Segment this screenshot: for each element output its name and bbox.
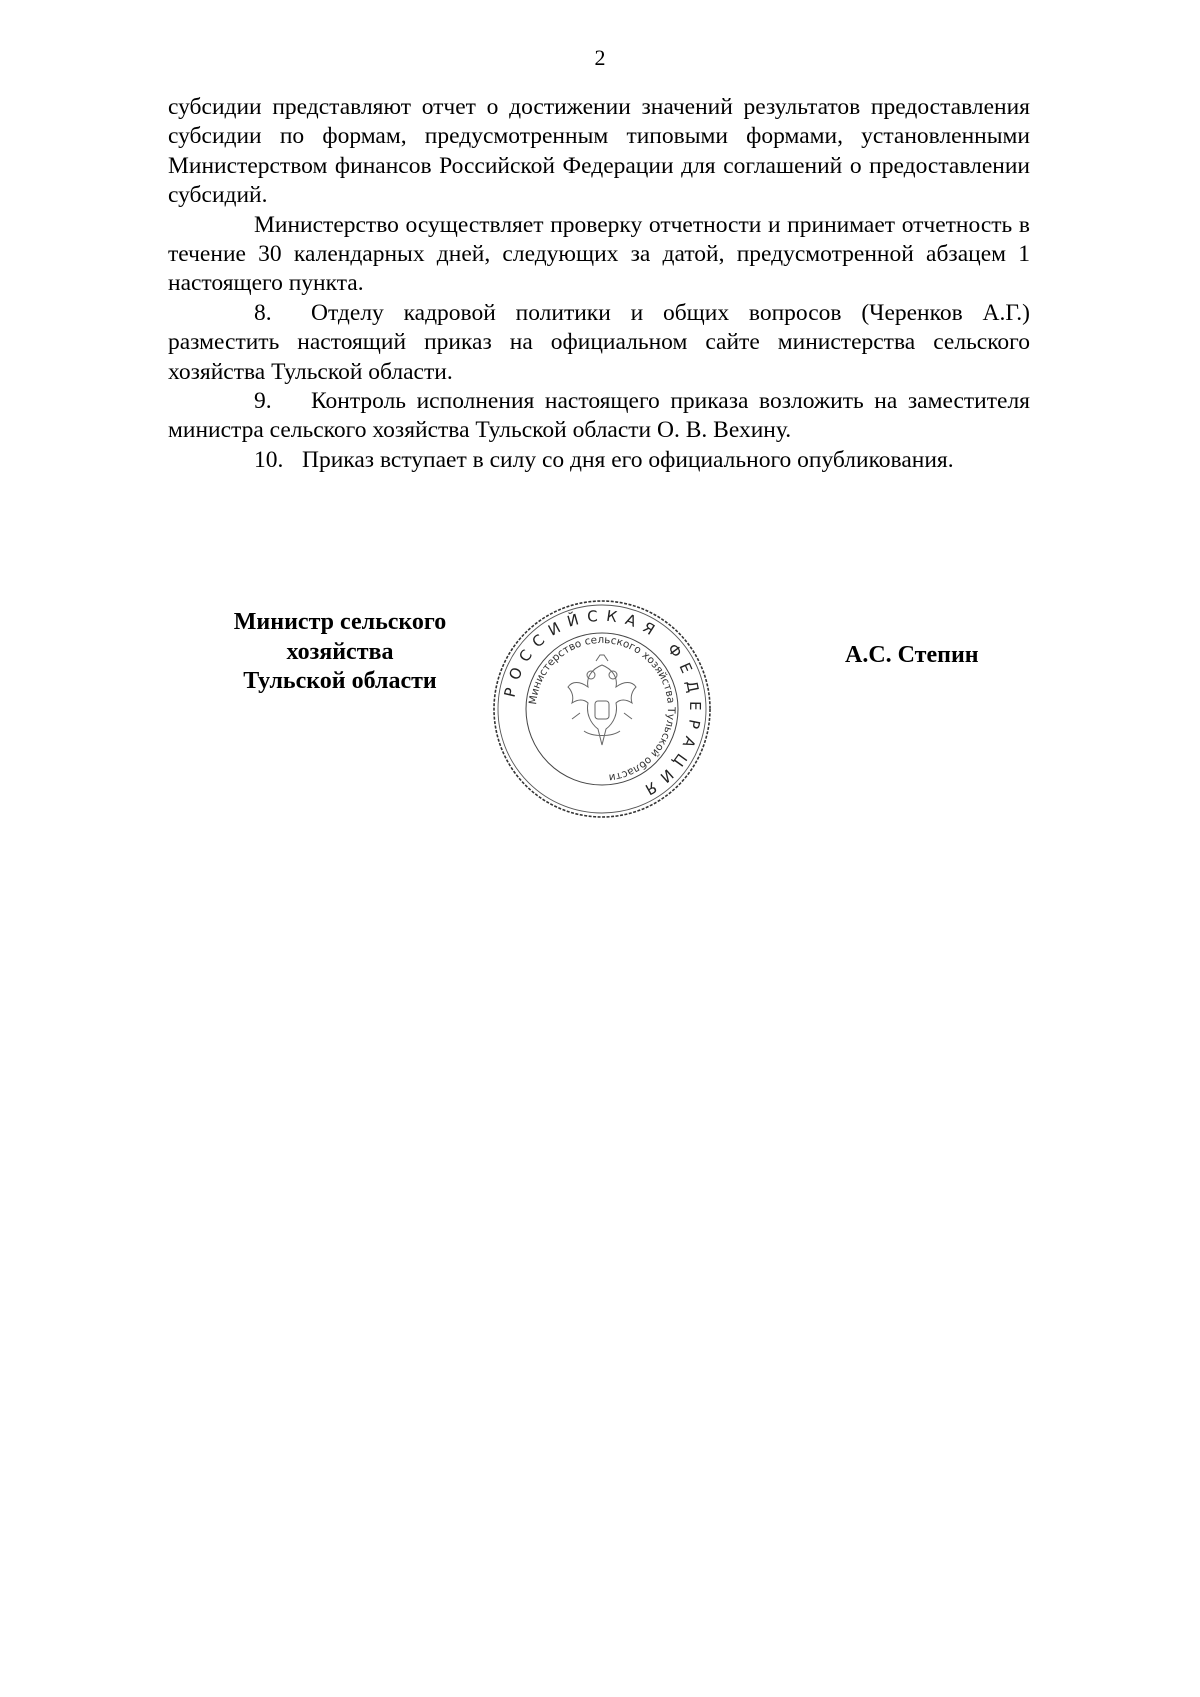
paragraph-text: Отделу кадровой политики и общих вопросов (Черенков А.Г.) разместить настоящий приказ на официальном сайте министерства сельского хозяйства Тульской области. <box>168 299 1030 385</box>
page-number: 2 <box>594 45 606 70</box>
paragraph-text: Министерство осуществляет проверку отчетности и принимает отчетность в течение 30 календарных дней, следующих за датой, предусмотренной абзацем 1 настоящего пункта. <box>168 211 1030 297</box>
item-number: 10. <box>254 446 284 473</box>
document-body <box>168 93 1030 475</box>
item-number: 9. <box>254 388 272 415</box>
official-seal-stamp <box>488 595 716 823</box>
signatory-title-line: хозяйства <box>286 638 394 665</box>
signatory-title <box>210 608 470 697</box>
paragraph-item-8 <box>168 299 1030 387</box>
paragraph-text: Контроль исполнения настоящего приказа возложить на заместителя министра сельского хозяйства Тульской области О. В. Вехину. <box>168 388 1030 444</box>
item-number: 8. <box>254 299 272 326</box>
signatory-title-line: Министр сельского <box>233 609 447 635</box>
paragraph-item-10 <box>168 446 1030 475</box>
signatory-title-line: Тульской области <box>243 668 437 694</box>
paragraph-item-9 <box>168 387 1030 446</box>
paragraph-text: субсидии представляют отчет о достижении значений результатов предоставления субсидии по формам, предусмотренным типовыми формами, установленными Министерством финансов Российской Федерации для соглашений о предоставлении субсидий. <box>168 94 1030 209</box>
seal-outer-text: РОССИЙСКАЯ ФЕДЕРАЦИЯ <box>500 606 705 803</box>
paragraph-text: Приказ вступает в силу со дня его официального опубликования. <box>302 446 954 473</box>
paragraph-verification <box>168 211 1030 299</box>
seal-inner-text: Министерство сельского хозяйства Тульской области <box>527 633 678 784</box>
double-headed-eagle-icon <box>568 655 636 745</box>
paragraph-continuation <box>168 93 1030 211</box>
signatory-name: А.С. Степин <box>845 642 979 668</box>
